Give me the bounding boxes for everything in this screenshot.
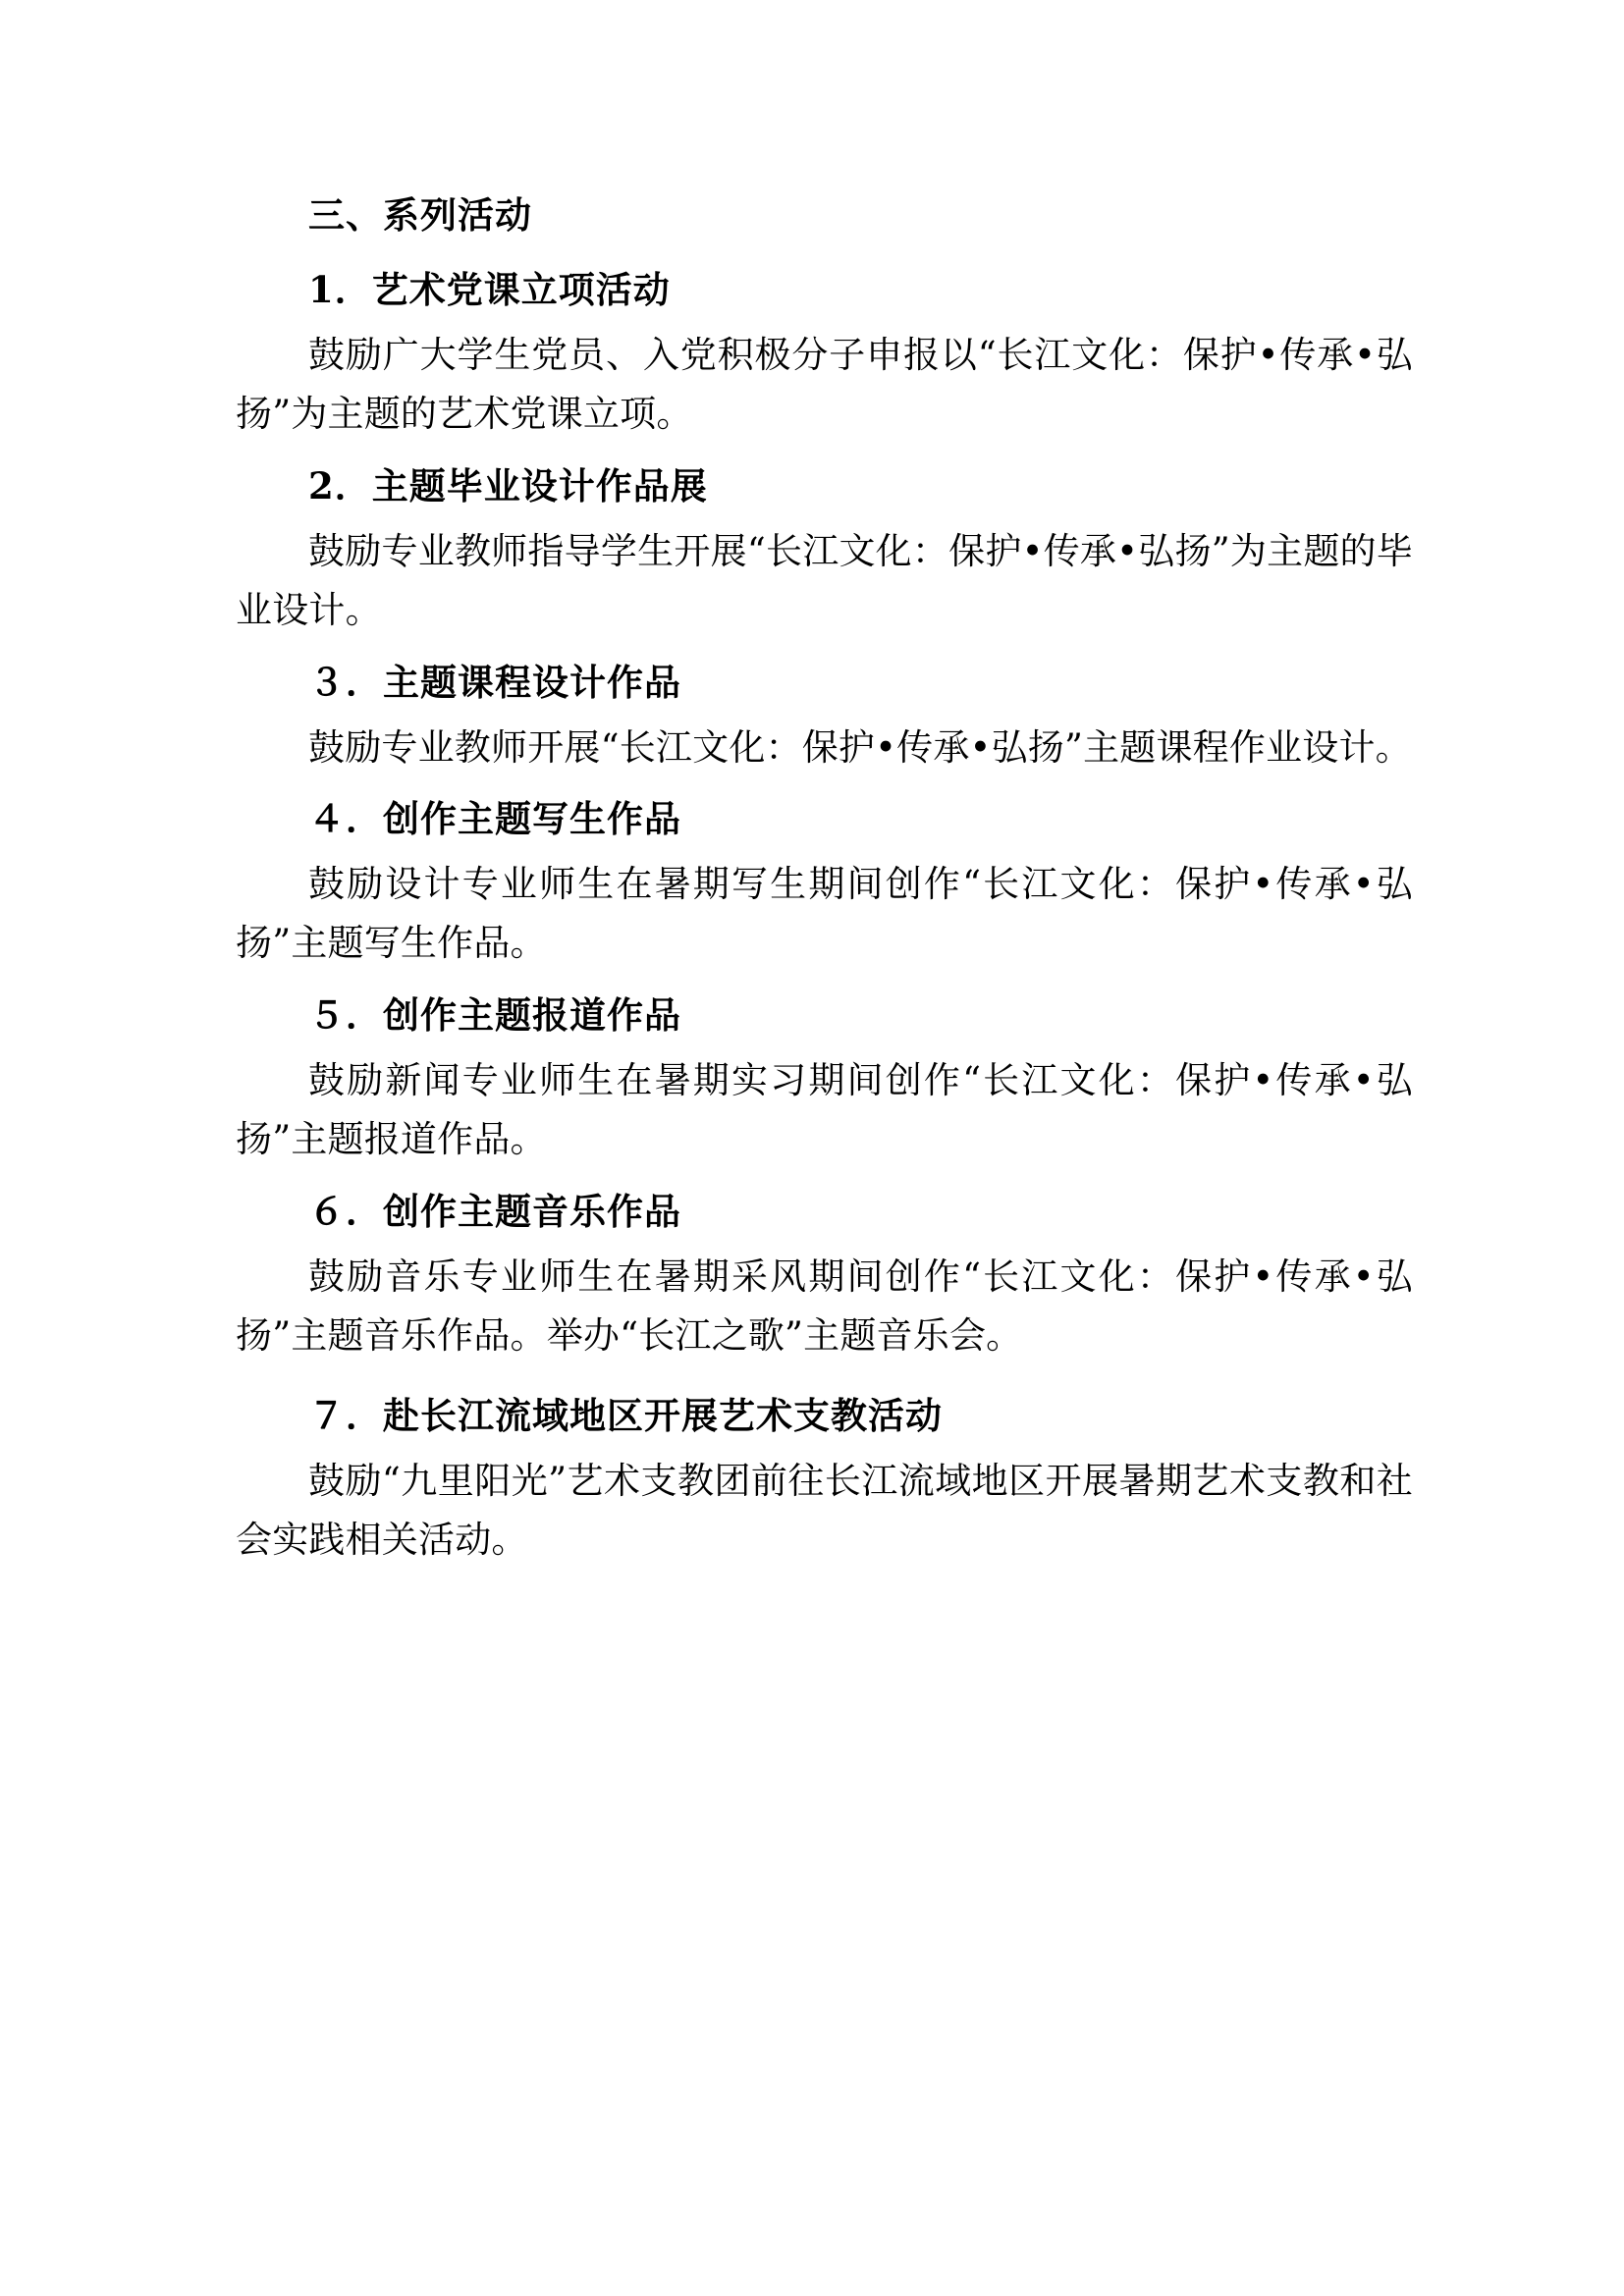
activity-heading-4: ４．创作主题写生作品 <box>308 797 681 841</box>
activity-heading-3: ３．主题课程设计作品 <box>308 660 681 704</box>
activity-body-6: 鼓励音乐专业师生在暑期采风期间创作“长江文化：保护•传承•弘扬”主题音乐作品。举办“长江之歌”主题音乐会。 <box>236 1255 1413 1357</box>
section-heading: 三、系列活动 <box>308 193 532 237</box>
activity-body-7: 鼓励“九里阳光”艺术支教团前往长江流域地区开展暑期艺术支教和社会实践相关活动。 <box>236 1459 1413 1561</box>
activity-body-4: 鼓励设计专业师生在暑期写生期间创作“长江文化：保护•传承•弘扬”主题写生作品。 <box>236 863 1413 965</box>
activity-item-6 <box>236 1183 1413 1365</box>
activity-item-3 <box>236 654 1413 777</box>
activity-item-5 <box>236 987 1413 1169</box>
activity-item-2 <box>236 457 1413 640</box>
activity-body-3: 鼓励专业教师开展“长江文化：保护•传承•弘扬”主题课程作业设计。 <box>308 725 1412 769</box>
activity-heading-5: ５．创作主题报道作品 <box>308 993 681 1038</box>
activity-heading-2: 2．主题毕业设计作品展 <box>308 463 708 507</box>
activity-body-2: 鼓励专业教师指导学生开展“长江文化：保护•传承•弘扬”为主题的毕业设计。 <box>236 529 1413 631</box>
activity-item-4 <box>236 790 1413 973</box>
activity-heading-7: ７．赴长江流域地区开展艺术支教活动 <box>308 1393 943 1437</box>
activity-item-7 <box>236 1387 1413 1570</box>
activity-body-5: 鼓励新闻专业师生在暑期实习期间创作“长江文化：保护•传承•弘扬”主题报道作品。 <box>236 1059 1413 1161</box>
activity-heading-6: ６．创作主题音乐作品 <box>308 1190 681 1234</box>
activity-body-1: 鼓励广大学生党员、入党积极分子申报以“长江文化：保护•传承•弘扬”为主题的艺术党课立项。 <box>236 333 1413 435</box>
activity-heading-1: 1．艺术党课立项活动 <box>308 267 671 311</box>
document-body <box>236 187 1413 1570</box>
activity-item-1 <box>236 261 1413 444</box>
